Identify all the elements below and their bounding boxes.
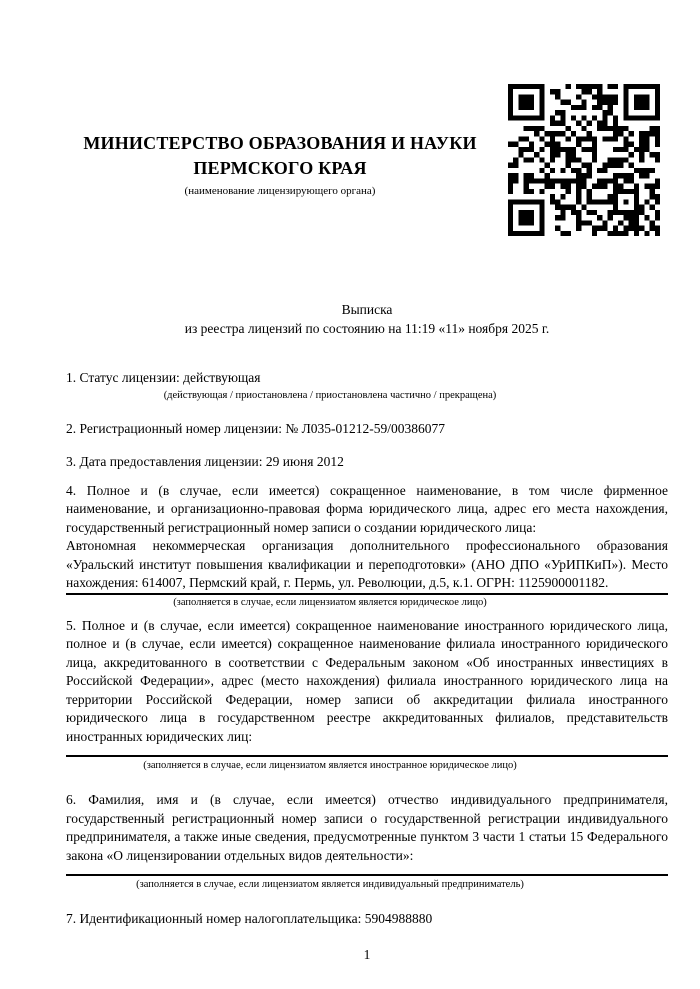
registration-number-text: 2. Регистрационный номер лицензии: № Л035-01212-59/00386077 bbox=[66, 420, 446, 436]
item-license-status bbox=[66, 369, 668, 402]
item-license-grant-date bbox=[66, 453, 668, 472]
ministry-name-line2: ПЕРМСКОГО КРАЯ bbox=[193, 158, 367, 178]
legal-entity-label: 4. Полное и (в случае, если имеется) сокращенное наименование, в том числе фирменное наименование, и организационно-правовая форма юридического лица, адрес его места нахождения, государственный регистрационный номер записи о создании юридического лица: bbox=[66, 482, 668, 535]
taxpayer-id-text: 7. Идентификационный номер налогоплательщика: 5904988880 bbox=[66, 911, 433, 926]
licensing-authority-caption: (наименование лицензирующего органа) bbox=[184, 185, 376, 197]
item-registration-number bbox=[66, 420, 668, 439]
individual-entrepreneur-label: 6. Фамилия, имя и (в случае, если имеется) отчество индивидуального предпринимателя, государственный регистрационный номер записи о государственной регистрации индивидуального предпринимателя, а также иные сведения, предусмотренные пунктом 3 части 1 статьи 15 Федерального закона «О лицензировании отдельных видов деятельности»: bbox=[66, 792, 668, 863]
legal-entity-caption: (заполняется в случае, если лицензиатом является юридическое лицо) bbox=[173, 596, 487, 608]
qr-code bbox=[508, 84, 660, 236]
license-status-caption: (действующая / приостановлена / приостановлена частично / прекращена) bbox=[163, 389, 497, 401]
license-grant-date-text: 3. Дата предоставления лицензии: 29 июня 2012 bbox=[66, 454, 344, 469]
ministry-name-line1: МИНИСТЕРСТВО ОБРАЗОВАНИЯ И НАУКИ bbox=[83, 133, 477, 153]
document-title bbox=[66, 300, 668, 338]
item-taxpayer-id bbox=[66, 910, 668, 929]
document-header bbox=[66, 131, 494, 198]
item-individual-entrepreneur bbox=[66, 791, 668, 891]
page-number: 1 bbox=[363, 946, 371, 962]
licensing-authority-name bbox=[66, 131, 494, 181]
legal-entity-value: Автономная некоммерческая организация дополнительного профессионального образования «Уральский институт повышения квалификации и переподготовки» (АНО ДПО «УрИПКиП»). Место нахождения: 614007, Пермский край, г. Пермь, ул. Революции, д.5, к.1. ОГРН: 1125900001182. bbox=[66, 537, 668, 595]
foreign-legal-entity-fill-line bbox=[66, 746, 668, 757]
individual-entrepreneur-fill-line bbox=[66, 865, 668, 876]
title-line1: Выписка bbox=[341, 302, 393, 317]
item-legal-entity bbox=[66, 482, 668, 609]
license-items bbox=[66, 369, 668, 964]
item-foreign-legal-entity bbox=[66, 617, 668, 773]
title-line2: из реестра лицензий по состоянию на 11:19 «11» ноября 2025 г. bbox=[184, 321, 550, 336]
foreign-legal-entity-caption: (заполняется в случае, если лицензиатом является иностранное юридическое лицо) bbox=[143, 760, 517, 771]
foreign-legal-entity-label: 5. Полное и (в случае, если имеется) сокращенное наименование иностранного юридического лица, полное и (в случае, если имеется) сокращенное наименование филиала иностранного юридического лица, аккредитованного в соответствии с Федеральным законом «Об иностранных инвестициях в Российской Федерации», адрес (место нахождения) филиала иностранного юридического лица на территории Российской Федерации, номер записи об аккредитации филиала иностранного юридического лица в государственном реестре аккредитованных филиалов, представительств иностранных юридических лиц: bbox=[66, 617, 668, 744]
license-status-text: 1. Статус лицензии: действующая bbox=[66, 370, 261, 385]
individual-entrepreneur-caption: (заполняется в случае, если лицензиатом является индивидуальный предприниматель) bbox=[136, 879, 524, 890]
